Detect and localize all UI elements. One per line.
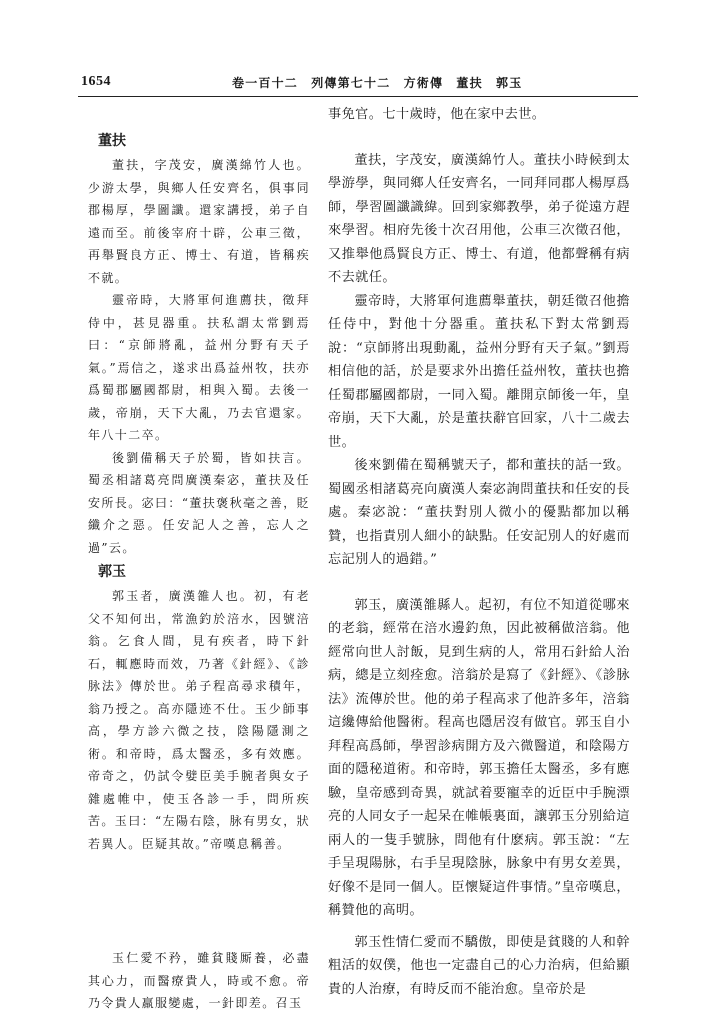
translation-carry-over: 事免官。七十歲時，他在家中去世。 [328,107,546,122]
classical-text-column [88,102,310,1015]
translation-paragraph: 後來劉備在蜀稱號天子，都和董扶的話一致。蜀國丞相諸葛亮向廣漢人秦宓詢問董扶和任安的長處。秦宓說：“董扶對別人微小的優點都加以稱贊，也指責別人細小的缺點。任安記別人的好處而忘記別人的過錯。” [328,458,630,567]
section-dongfu-classical [88,102,310,559]
section-guoyu-classical [88,559,310,1015]
section-title-guoyu: 郭玉 [98,564,126,580]
translation-paragraph: 郭玉，廣漢雒縣人。起初，有位不知道從哪來的老翁，經常在涪水邊釣魚，因此被稱做涪翁。他經常向世人討飯，見到生病的人，常用石針給人治病，總是立刻痊愈。涪翁於是寫了《針經》、《診脉法》流傳於世。他的弟子程高求了他許多年，涪翁這纔傳給他醫術。程高也隱居沒有做官。郭玉自小拜程高爲師，學習診病開方及六微醫道，和陰陽方面的隱秘道術。和帝時，郭玉擔任太醫丞，多有應驗，皇帝感到奇異，就試着要寵幸的近臣中手腕漂亮的人同女子一起呆在帷帳裏面，讓郭玉分别給這兩人的一隻手號脉，問他有什麽病。郭玉說：“左手呈現陽脉，右手呈現陰脉，脉象中有男女差異，好像不是同一個人。臣懷疑這件事情。”皇帝嘆息，稱贊他的高明。 [328,597,630,918]
translation-column [328,102,630,1001]
translation-paragraph: 靈帝時，大將軍何進薦舉董扶，朝廷徵召他擔任侍中，對他十分器重。董扶私下對太常劉焉說：“京師將出現動亂，益州分野有天子氣。”劉焉相信他的話，於是要求外出擔任益州牧，董扶也擔任蜀郡屬國都尉，一同入蜀。離開京師後一年，皇帝崩，天下大亂，於是董扶辭官回家，八十二歲去世。 [328,293,630,450]
section-dongfu-translation [328,149,630,572]
classical-paragraph: 靈帝時，大將軍何進薦扶，徵拜侍中，甚見器重。扶私謂太常劉焉曰：“京師將亂，益州分野有天子氣。”焉信之，遂求出爲益州牧，扶亦爲蜀郡屬國都尉，相與入蜀。去後一歲，帝崩，天下大亂，乃去官還家。年八十二卒。 [88,293,310,442]
section-title-dongfu: 董扶 [98,133,126,149]
classical-paragraph: 玉仁愛不矜，雖貧賤厮養，必盡其心力，而醫療貴人，時或不愈。帝乃令貴人羸服變處，一針即差。召玉 [88,951,310,1010]
running-head: 卷一百十二 列傳第七十二 方術傳 董扶 郭玉 [232,76,523,90]
classical-paragraph: 後劉備稱天子於蜀，皆如扶言。蜀丞相諸葛亮問廣漢秦宓，董扶及任安所長。宓曰：“董扶褒秋毫之善，貶纖介之惡。任安記人之善，忘人之過”云。 [88,450,310,555]
classical-paragraph: 董扶，字茂安，廣漢綿竹人也。少游太學，與鄉人任安齊名，俱事同郡楊厚，學圖讖。還家講授，弟子自遠而至。前後宰府十辟，公車三徵，再舉賢良方正、博士、有道，皆稱疾不就。 [88,158,310,285]
translation-paragraph: 董扶，字茂安，廣漢綿竹人。董扶小時候到太學游學，與同鄉人任安齊名，一同拜同郡人楊厚爲師，學習圖讖識緯。回到家鄉教學，弟子從遠方趕來學習。相府先後十次召用他，公車三次徵召他，又推舉他爲賢良方正、博士、有道，他都聲稱有病不去就任。 [328,152,630,285]
page-number: 1654 [81,74,111,89]
section-guoyu-translation [328,594,630,1002]
header-rule [78,96,638,97]
classical-paragraph: 郭玉者，廣漢雒人也。初，有老父不知何出，常漁釣於涪水，因號涪翁。乞食人間，見有疾者，時下針石，輒應時而效，乃著《針經》、《診脉法》傳於世。弟子程高尋求積年，翁乃授之。高亦隱迹不仕。玉少師事高，學方診六微之技，陰陽隱測之術。和帝時，爲太醫丞，多有效應。帝奇之，仍試令嬖臣美手腕者與女子雜處帷中，使玉各診一手，問所疾苦。玉曰：“左陽右陰，脉有男女，狀若異人。臣疑其故。”帝嘆息稱善。 [88,589,310,851]
translation-paragraph: 郭玉性情仁愛而不驕傲，即使是貧賤的人和幹粗活的奴僕，他也一定盡自己的心力治病，但給顯貴的人治療，有時反而不能治愈。皇帝於是 [328,934,630,997]
